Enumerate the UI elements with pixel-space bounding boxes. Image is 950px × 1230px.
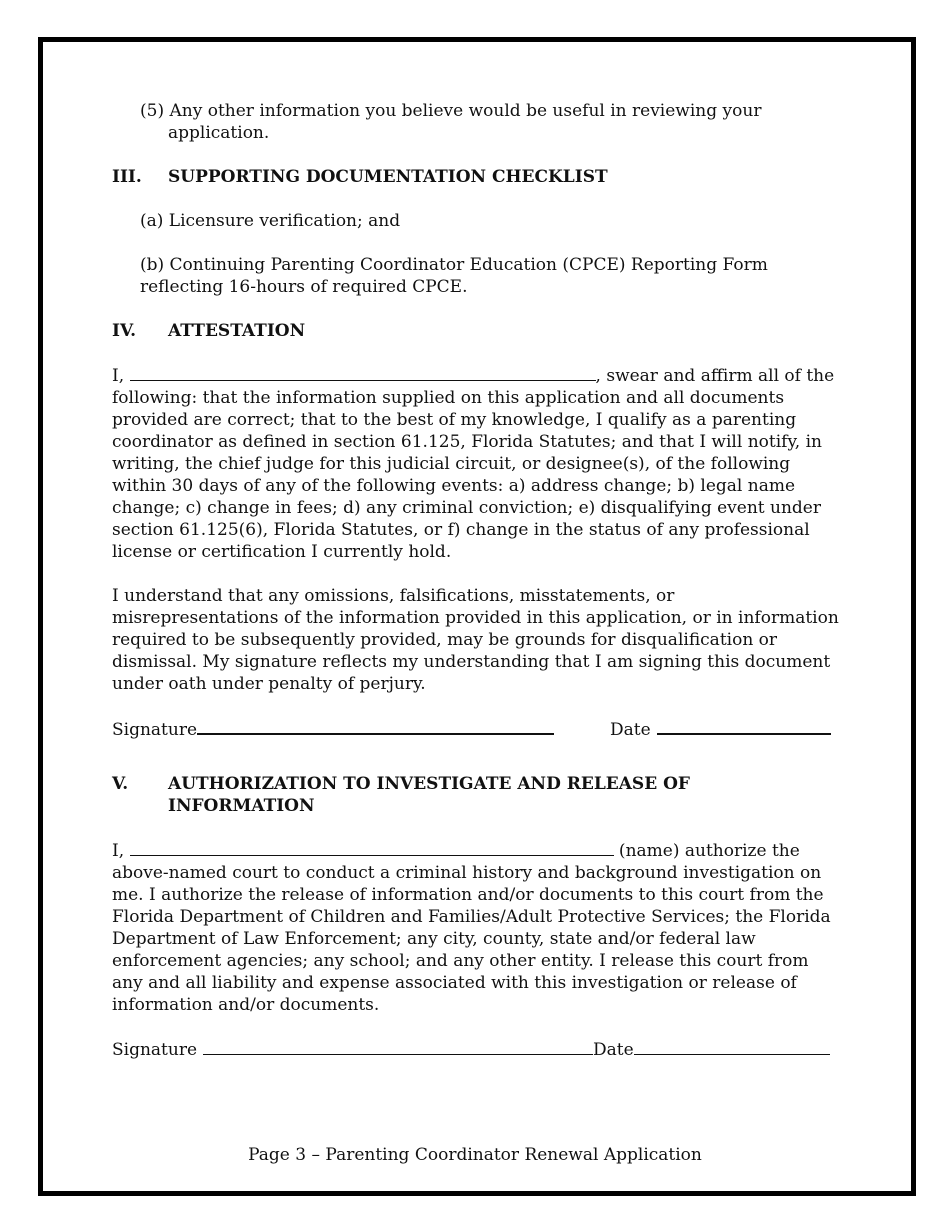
authorization-rest: (name) authorize the above-named court to conduct a criminal history and background investigation on me. I authorize the release of information and/or documents to this court from the Florida Department of Children and Families/Adult Protective Services; the Florida Department of Law Enforcement; any city, county, state and/or federal law enforcement agencies; any school; and any other entity. I release this court from any and all liability and expense associated with this investigation or release of information and/or documents. — [112, 841, 831, 1015]
section-4-title: ATTESTATION — [168, 321, 306, 341]
attestation-date-label: Date — [610, 720, 651, 740]
checklist-item-a: (a) Licensure verification; and — [140, 211, 401, 231]
attestation-name-blank[interactable] — [130, 364, 596, 381]
attestation-rest: , swear and affirm all of the following: that the information supplied on this application and all documents provided are correct; that to the best of my knowledge, I qualify as a parenting coordinator as defined in section 61.125, Florida Statutes; and that I will notify, in writing, the chief judge for this judicial circuit, or designee(s), of the following within 30 days of any of the following events: a) address change; b) legal name change; c) change in fees; d) any criminal conviction; e) disqualifying event under section 61.125(6), Florida Statutes, or f) change in the status of any professional license or certification I currently hold. — [112, 366, 835, 562]
checklist-item-b: (b) Continuing Parenting Coordinator Education (CPCE) Reporting Form reflecting 16-hours of required CPCE. — [140, 255, 768, 297]
section-5-title: AUTHORIZATION TO INVESTIGATE AND RELEASE OF INFORMATION — [168, 774, 690, 816]
authorization-paragraph — [112, 839, 842, 1016]
authorization-date-label: Date — [593, 1040, 634, 1060]
authorization-date-line[interactable] — [634, 1038, 830, 1055]
attestation-start: I, — [112, 366, 125, 386]
attestation-signature-row — [112, 717, 842, 741]
section-5-number: V. — [112, 774, 129, 794]
section-3-number: III. — [112, 167, 142, 187]
authorization-signature-label: Signature — [112, 1040, 198, 1060]
authorization-name-blank[interactable] — [130, 839, 614, 856]
authorization-signature-row — [112, 1038, 842, 1061]
attestation-signature-label: Signature — [112, 720, 198, 740]
section-3-heading — [112, 166, 842, 188]
item-5-text: (5) Any other information you believe would be useful in reviewing your application. — [140, 101, 762, 143]
document-body — [112, 100, 842, 1061]
section-4-heading — [112, 320, 842, 342]
authorization-signature-line[interactable] — [203, 1038, 593, 1055]
attestation-signature-line[interactable] — [197, 717, 554, 735]
section-5-heading — [112, 773, 842, 817]
attestation-paragraph — [112, 364, 842, 563]
section-4-number: IV. — [112, 321, 137, 341]
section-3-title: SUPPORTING DOCUMENTATION CHECKLIST — [168, 167, 608, 187]
page-footer: Page 3 – Parenting Coordinator Renewal Application — [248, 1145, 702, 1165]
perjury-paragraph: I understand that any omissions, falsifications, misstatements, or misrepresentations of the information provided in this application, or in information required to be subsequently provided, may be grounds for disqualification or dismissal. My signature reflects my understanding that I am signing this document under oath under penalty of perjury. — [112, 586, 839, 694]
authorization-start: I, — [112, 841, 125, 861]
attestation-date-line[interactable] — [657, 717, 831, 735]
